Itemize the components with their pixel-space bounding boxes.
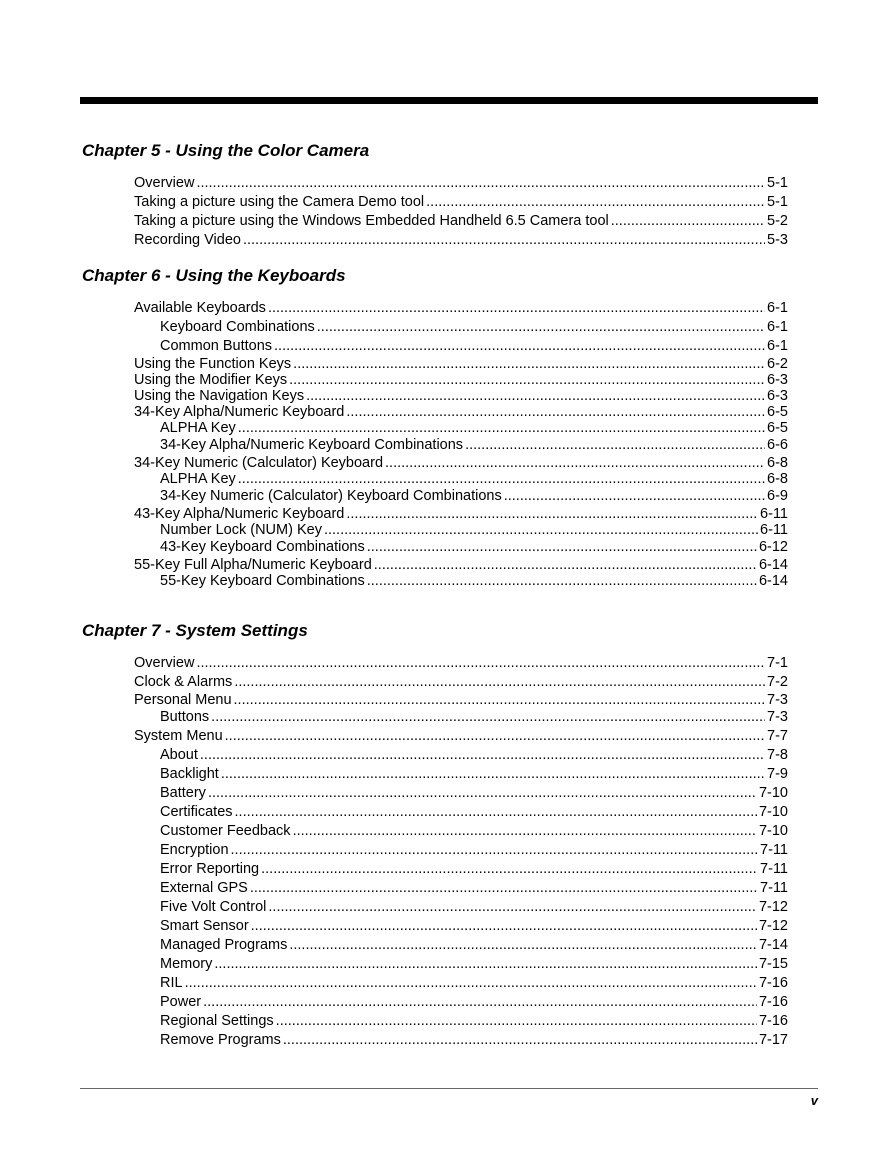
toc-entry-label: Remove Programs (160, 1032, 281, 1048)
toc-entry-page: 7-10 (758, 823, 788, 839)
toc-entry-page: 7-14 (758, 937, 788, 953)
toc-entry-page: 6-11 (760, 506, 788, 522)
toc-entry-page: 7-3 (767, 709, 788, 725)
toc-entry-page: 7-2 (767, 674, 788, 690)
dot-leader (268, 299, 765, 318)
dot-leader (211, 708, 765, 727)
dot-leader (231, 841, 759, 860)
toc-entry[interactable] (82, 841, 788, 860)
toc-entry[interactable] (82, 860, 788, 879)
toc-entry[interactable] (82, 299, 788, 318)
toc-entry[interactable] (82, 455, 788, 471)
toc-entry-label: Backlight (160, 766, 219, 782)
chapter-title: Chapter 7 - System Settings (82, 621, 308, 640)
toc-entry[interactable] (82, 803, 788, 822)
dot-leader (234, 673, 765, 692)
toc-entry[interactable] (82, 974, 788, 993)
toc-entry-page: 7-8 (767, 747, 788, 763)
footer-rule (80, 1088, 818, 1089)
toc-entry[interactable] (82, 388, 788, 404)
toc-entry-label: 55-Key Keyboard Combinations (160, 573, 365, 589)
dot-leader (504, 487, 765, 506)
chapter-7-section (82, 620, 788, 1050)
dot-leader (367, 573, 757, 589)
toc-entry-label: Five Volt Control (160, 899, 267, 915)
toc-entry-label: Available Keyboards (134, 300, 266, 316)
dot-leader (276, 1012, 757, 1031)
toc-entry-label: 55-Key Full Alpha/Numeric Keyboard (134, 557, 372, 573)
toc-entry[interactable] (82, 784, 788, 803)
toc-entry-label: Customer Feedback (160, 823, 291, 839)
toc-entry-label: Overview (134, 655, 195, 671)
toc-entry-page: 7-3 (767, 692, 788, 708)
toc-entry-label: Buttons (160, 709, 210, 725)
toc-entry-label: Overview (134, 175, 195, 191)
dot-leader (611, 212, 765, 231)
toc-entry[interactable] (82, 765, 788, 784)
dot-leader (289, 936, 757, 955)
chapter-5-section (82, 140, 788, 250)
toc-entry-page: 7-10 (758, 785, 788, 801)
dot-leader (251, 917, 757, 936)
toc-entry-label: Error Reporting (160, 861, 260, 877)
dot-leader (214, 955, 757, 974)
toc-entry-page: 6-3 (767, 388, 788, 404)
toc-entry-page: 7-16 (758, 975, 788, 991)
dot-leader (250, 879, 758, 898)
toc-entry[interactable] (82, 318, 788, 337)
toc-entry-label: 34-Key Alpha/Numeric Keyboard Combinations (160, 437, 464, 453)
toc-entry[interactable] (82, 404, 788, 420)
toc-entry-label: Smart Sensor (160, 918, 249, 934)
dot-leader (221, 765, 765, 784)
dot-leader (261, 860, 758, 879)
dot-leader (238, 420, 765, 436)
toc-list (82, 654, 788, 1050)
toc-entry-page: 6-1 (767, 338, 788, 354)
page-number: v (810, 1093, 818, 1108)
dot-leader (293, 356, 765, 372)
toc-entry-label: External GPS (160, 880, 248, 896)
toc-entry-label: Encryption (160, 842, 229, 858)
dot-leader (346, 506, 758, 522)
dot-leader (243, 231, 765, 250)
toc-entry-page: 7-11 (760, 861, 788, 877)
toc-entry-label: System Menu (134, 728, 223, 744)
toc-entry[interactable] (82, 420, 788, 436)
toc-entry[interactable] (82, 727, 788, 746)
toc-entry-page: 6-1 (767, 319, 788, 335)
toc-list (82, 299, 788, 589)
dot-leader (306, 388, 765, 404)
toc-entry-label: Clock & Alarms (134, 674, 233, 690)
dot-leader (200, 746, 765, 765)
toc-entry-label: 34-Key Alpha/Numeric Keyboard (134, 404, 345, 420)
toc-entry[interactable] (82, 557, 788, 573)
toc-entry-label: Taking a picture using the Camera Demo tool (134, 194, 425, 210)
toc-entry[interactable] (82, 955, 788, 974)
toc-entry-page: 6-14 (758, 573, 788, 589)
dot-leader (235, 803, 757, 822)
dot-leader (185, 974, 757, 993)
toc-entry-page: 6-2 (767, 356, 788, 372)
toc-entry[interactable] (82, 436, 788, 455)
dot-leader (346, 404, 765, 420)
toc-entry[interactable] (82, 879, 788, 898)
dot-leader (293, 822, 757, 841)
toc-entry-page: 7-16 (758, 994, 788, 1010)
chapter-6-section (82, 265, 788, 589)
toc-entry-label: Common Buttons (160, 338, 273, 354)
toc-entry-page: 6-5 (767, 420, 788, 436)
dot-leader (196, 654, 765, 673)
toc-entry-label: Regional Settings (160, 1013, 274, 1029)
dot-leader (385, 455, 765, 471)
toc-entry-page: 5-1 (767, 175, 788, 191)
toc-entry[interactable] (82, 1012, 788, 1031)
toc-entry-label: ALPHA Key (160, 471, 236, 487)
toc-entry[interactable] (82, 522, 788, 538)
chapter-title: Chapter 5 - Using the Color Camera (82, 141, 370, 160)
dot-leader (374, 557, 757, 573)
toc-entry[interactable] (82, 538, 788, 557)
toc-entry[interactable] (82, 654, 788, 673)
toc-entry-label: RIL (160, 975, 183, 991)
toc-entry[interactable] (82, 898, 788, 917)
dot-leader (289, 372, 765, 388)
dot-leader (225, 727, 765, 746)
toc-entry[interactable] (82, 692, 788, 708)
toc-entry[interactable] (82, 573, 788, 589)
dot-leader (268, 898, 757, 917)
toc-entry-label: Number Lock (NUM) Key (160, 522, 322, 538)
toc-entry[interactable] (82, 193, 788, 212)
toc-entry-label: 43-Key Alpha/Numeric Keyboard (134, 506, 345, 522)
dot-leader (317, 318, 765, 337)
toc-entry-page: 5-2 (767, 213, 788, 229)
toc-entry[interactable] (82, 708, 788, 727)
toc-entry-page: 7-11 (760, 842, 788, 858)
toc-entry-page: 7-16 (758, 1013, 788, 1029)
toc-entry-label: 43-Key Keyboard Combinations (160, 539, 365, 555)
dot-leader (426, 193, 765, 212)
dot-leader (238, 471, 765, 487)
toc-list (82, 174, 788, 250)
toc-entry-page: 6-5 (767, 404, 788, 420)
toc-entry[interactable] (82, 212, 788, 231)
toc-entry[interactable] (82, 1031, 788, 1050)
toc-entry[interactable] (82, 471, 788, 487)
dot-leader (203, 993, 757, 1012)
toc-entry[interactable] (82, 337, 788, 356)
dot-leader (283, 1031, 757, 1050)
toc-entry-label: Using the Navigation Keys (134, 388, 305, 404)
toc-entry-label: Personal Menu (134, 692, 232, 708)
dot-leader (196, 174, 765, 193)
toc-entry-label: Keyboard Combinations (160, 319, 315, 335)
toc-entry[interactable] (82, 487, 788, 506)
toc-entry-label: Using the Modifier Keys (134, 372, 288, 388)
toc-entry[interactable] (82, 822, 788, 841)
dot-leader (367, 538, 757, 557)
dot-leader (208, 784, 757, 803)
toc-entry-page: 6-6 (767, 437, 788, 453)
toc-entry-label: 34-Key Numeric (Calculator) Keyboard Combinations (160, 488, 502, 504)
toc-entry-page: 6-3 (767, 372, 788, 388)
toc-entry-page: 7-1 (767, 655, 788, 671)
dot-leader (324, 522, 758, 538)
toc-entry-page: 7-15 (758, 956, 788, 972)
toc-entry-page: 7-10 (758, 804, 788, 820)
toc-entry[interactable] (82, 174, 788, 193)
toc-entry-label: Certificates (160, 804, 233, 820)
toc-entry-page: 7-7 (767, 728, 788, 744)
dot-leader (465, 436, 765, 455)
toc-entry-page: 7-9 (767, 766, 788, 782)
toc-entry-label: Managed Programs (160, 937, 288, 953)
top-rule (80, 97, 818, 104)
toc-entry-label: Taking a picture using the Windows Embedded Handheld 6.5 Camera tool (134, 213, 609, 229)
toc-entry[interactable] (82, 506, 788, 522)
toc-entry-page: 5-1 (767, 194, 788, 210)
toc-entry-label: Memory (160, 956, 213, 972)
toc-entry-page: 7-11 (760, 880, 788, 896)
toc-entry-page: 6-11 (760, 522, 788, 538)
toc-entry[interactable] (82, 231, 788, 250)
toc-entry-label: Power (160, 994, 202, 1010)
toc-entry-page: 6-9 (767, 488, 788, 504)
toc-entry-page: 6-1 (767, 300, 788, 316)
toc-entry[interactable] (82, 673, 788, 692)
toc-entry-label: Recording Video (134, 232, 241, 248)
toc-entry-page: 7-12 (758, 899, 788, 915)
toc-entry-label: Using the Function Keys (134, 356, 292, 372)
toc-entry-page: 7-12 (758, 918, 788, 934)
toc-entry[interactable] (82, 746, 788, 765)
toc-entry[interactable] (82, 936, 788, 955)
chapter-title: Chapter 6 - Using the Keyboards (82, 266, 346, 285)
toc-entry[interactable] (82, 356, 788, 372)
toc-entry-label: ALPHA Key (160, 420, 236, 436)
toc-entry-page: 6-8 (767, 455, 788, 471)
toc-entry-label: 34-Key Numeric (Calculator) Keyboard (134, 455, 384, 471)
toc-entry-label: About (160, 747, 198, 763)
toc-entry-page: 6-12 (758, 539, 788, 555)
toc-entry-page: 7-17 (758, 1032, 788, 1048)
dot-leader (274, 337, 765, 356)
toc-entry[interactable] (82, 372, 788, 388)
toc-entry-page: 6-14 (758, 557, 788, 573)
toc-entry-label: Battery (160, 785, 206, 801)
dot-leader (234, 692, 766, 708)
toc-entry[interactable] (82, 917, 788, 936)
toc-entry[interactable] (82, 993, 788, 1012)
toc-entry-page: 6-8 (767, 471, 788, 487)
toc-entry-page: 5-3 (767, 232, 788, 248)
